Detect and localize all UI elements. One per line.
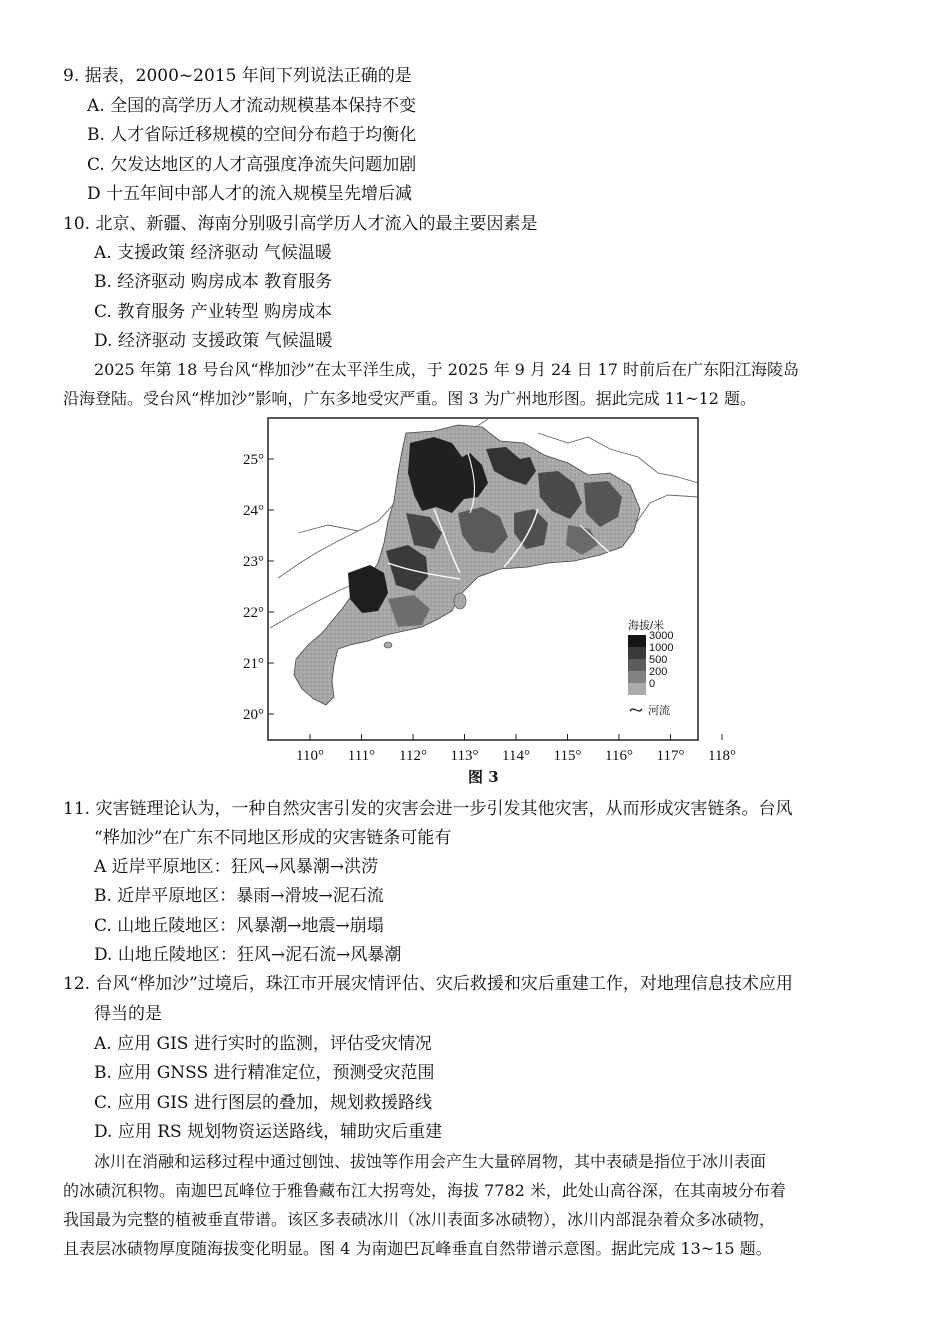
- figure-3-caption: 图 3: [468, 768, 499, 786]
- q12-option-c: C. 应用 GIS 进行图层的叠加，规划救援路线: [94, 1093, 432, 1113]
- legend-level-label: 3000: [649, 630, 674, 642]
- legend-title: 海拔/米: [628, 620, 665, 632]
- q12-stem-line1: 12. 台风“桦加沙”过境后，珠江市开展灾情评估、灾后救援和灾后重建工作，对地理信息技术应用: [63, 974, 793, 994]
- q10-stem: 10. 北京、新疆、海南分别吸引高学历人才流入的最主要因素是: [63, 214, 538, 234]
- latitude-label: 23°: [243, 554, 264, 570]
- legend-level-label: 500: [649, 654, 668, 666]
- legend-swatch: [628, 635, 646, 647]
- latitude-label: 20°: [243, 707, 264, 723]
- q11-stem-line2: “桦加沙”在广东不同地区形成的灾害链条可能有: [94, 828, 452, 848]
- q9-option-c: C. 欠发达地区的人才高强度净流失问题加剧: [87, 155, 417, 175]
- passage2-line1: 冰川在消融和运移过程中通过刨蚀、拔蚀等作用会产生大量碎屑物，其中表碛是指位于冰川表面: [94, 1152, 767, 1171]
- legend-swatch: [628, 683, 646, 695]
- q9-stem: 9. 据表，2000~2015 年间下列说法正确的是: [63, 66, 412, 86]
- legend-level-label: 200: [649, 666, 668, 678]
- q9-option-b: B. 人才省际迁移规模的空间分布趋于均衡化: [87, 125, 417, 145]
- passage2-line3: 我国最为完整的植被垂直带谱。该区多表碛冰川（冰川表面多冰碛物），冰川内部混杂着众多冰碛物，: [63, 1210, 776, 1229]
- latitude-label: 21°: [243, 656, 264, 672]
- longitude-label: 114°: [502, 748, 530, 764]
- q11-option-b: B. 近岸平原地区：暴雨→滑坡→泥石流: [94, 886, 384, 906]
- legend-level-label: 0: [649, 678, 656, 690]
- terrain-map-svg: [238, 413, 736, 793]
- q11-option-c: C. 山地丘陵地区：风暴潮→地震→崩塌: [94, 916, 384, 936]
- passage2-line4: 且表层冰碛物厚度随海拔变化明显。图 4 为南迦巴瓦峰垂直自然带谱示意图。据此完成 13~15 题。: [63, 1239, 772, 1258]
- legend-swatch: [628, 647, 646, 659]
- island: [384, 642, 392, 648]
- q12-option-b: B. 应用 GNSS 进行精准定位，预测受灾范围: [94, 1063, 435, 1083]
- legend-swatch: [628, 671, 646, 683]
- q10-option-a: A. 支援政策 经济驱动 气候温暖: [94, 243, 332, 263]
- q10-option-d: D. 经济驱动 支援政策 气候温暖: [94, 331, 333, 351]
- q11-option-d: D. 山地丘陵地区：狂风→泥石流→风暴潮: [94, 945, 402, 965]
- longitude-label: 112°: [399, 748, 427, 764]
- passage1-line2: 沿海登陆。受台风“桦加沙”影响，广东多地受灾严重。图 3 为广州地形图。据此完成 11~12 题。: [63, 389, 757, 408]
- q9-option-a: A. 全国的高学历人才流动规模基本保持不变: [87, 96, 417, 116]
- q12-stem-line2: 得当的是: [94, 1004, 162, 1024]
- q9-option-d: D 十五年间中部人才的流入规模呈先增后减: [87, 184, 413, 204]
- longitude-label: 113°: [450, 748, 479, 764]
- longitude-label: 115°: [553, 748, 582, 764]
- q12-option-d: D. 应用 RS 规划物资运送路线，辅助灾后重建: [94, 1122, 443, 1142]
- legend-level-label: 1000: [649, 642, 674, 654]
- figure-3-terrain-map: [238, 413, 736, 793]
- island: [454, 593, 466, 609]
- q11-option-a: A 近岸平原地区：狂风→风暴潮→洪涝: [94, 857, 379, 877]
- q11-stem-line1: 11. 灾害链理论认为，一种自然灾害引发的灾害会进一步引发其他灾害，从而形成灾害链条。台风: [63, 799, 793, 819]
- longitude-label: 118°: [708, 748, 736, 764]
- longitude-label: 111°: [347, 748, 376, 764]
- q10-option-b: B. 经济驱动 购房成本 教育服务: [94, 272, 333, 292]
- legend-swatch: [628, 659, 646, 671]
- longitude-label: 116°: [605, 748, 633, 764]
- longitude-label: 110°: [296, 748, 324, 764]
- passage2-line2: 的冰碛沉积物。南迦巴瓦峰位于雅鲁藏布江大拐弯处，海拔 7782 米，此处山高谷深，在其南坡分布着: [63, 1181, 786, 1200]
- legend-river-label: 河流: [648, 705, 670, 717]
- latitude-label: 25°: [243, 452, 264, 468]
- latitude-label: 22°: [243, 605, 264, 621]
- latitude-label: 24°: [243, 503, 264, 519]
- longitude-label: 117°: [656, 748, 685, 764]
- passage1-line1: 2025 年第 18 号台风“桦加沙”在太平洋生成，于 2025 年 9 月 24 日 17 时前后在广东阳江海陵岛: [94, 360, 800, 379]
- q12-option-a: A. 应用 GIS 进行实时的监测，评估受灾情况: [94, 1034, 432, 1054]
- q10-option-c: C. 教育服务 产业转型 购房成本: [94, 302, 333, 322]
